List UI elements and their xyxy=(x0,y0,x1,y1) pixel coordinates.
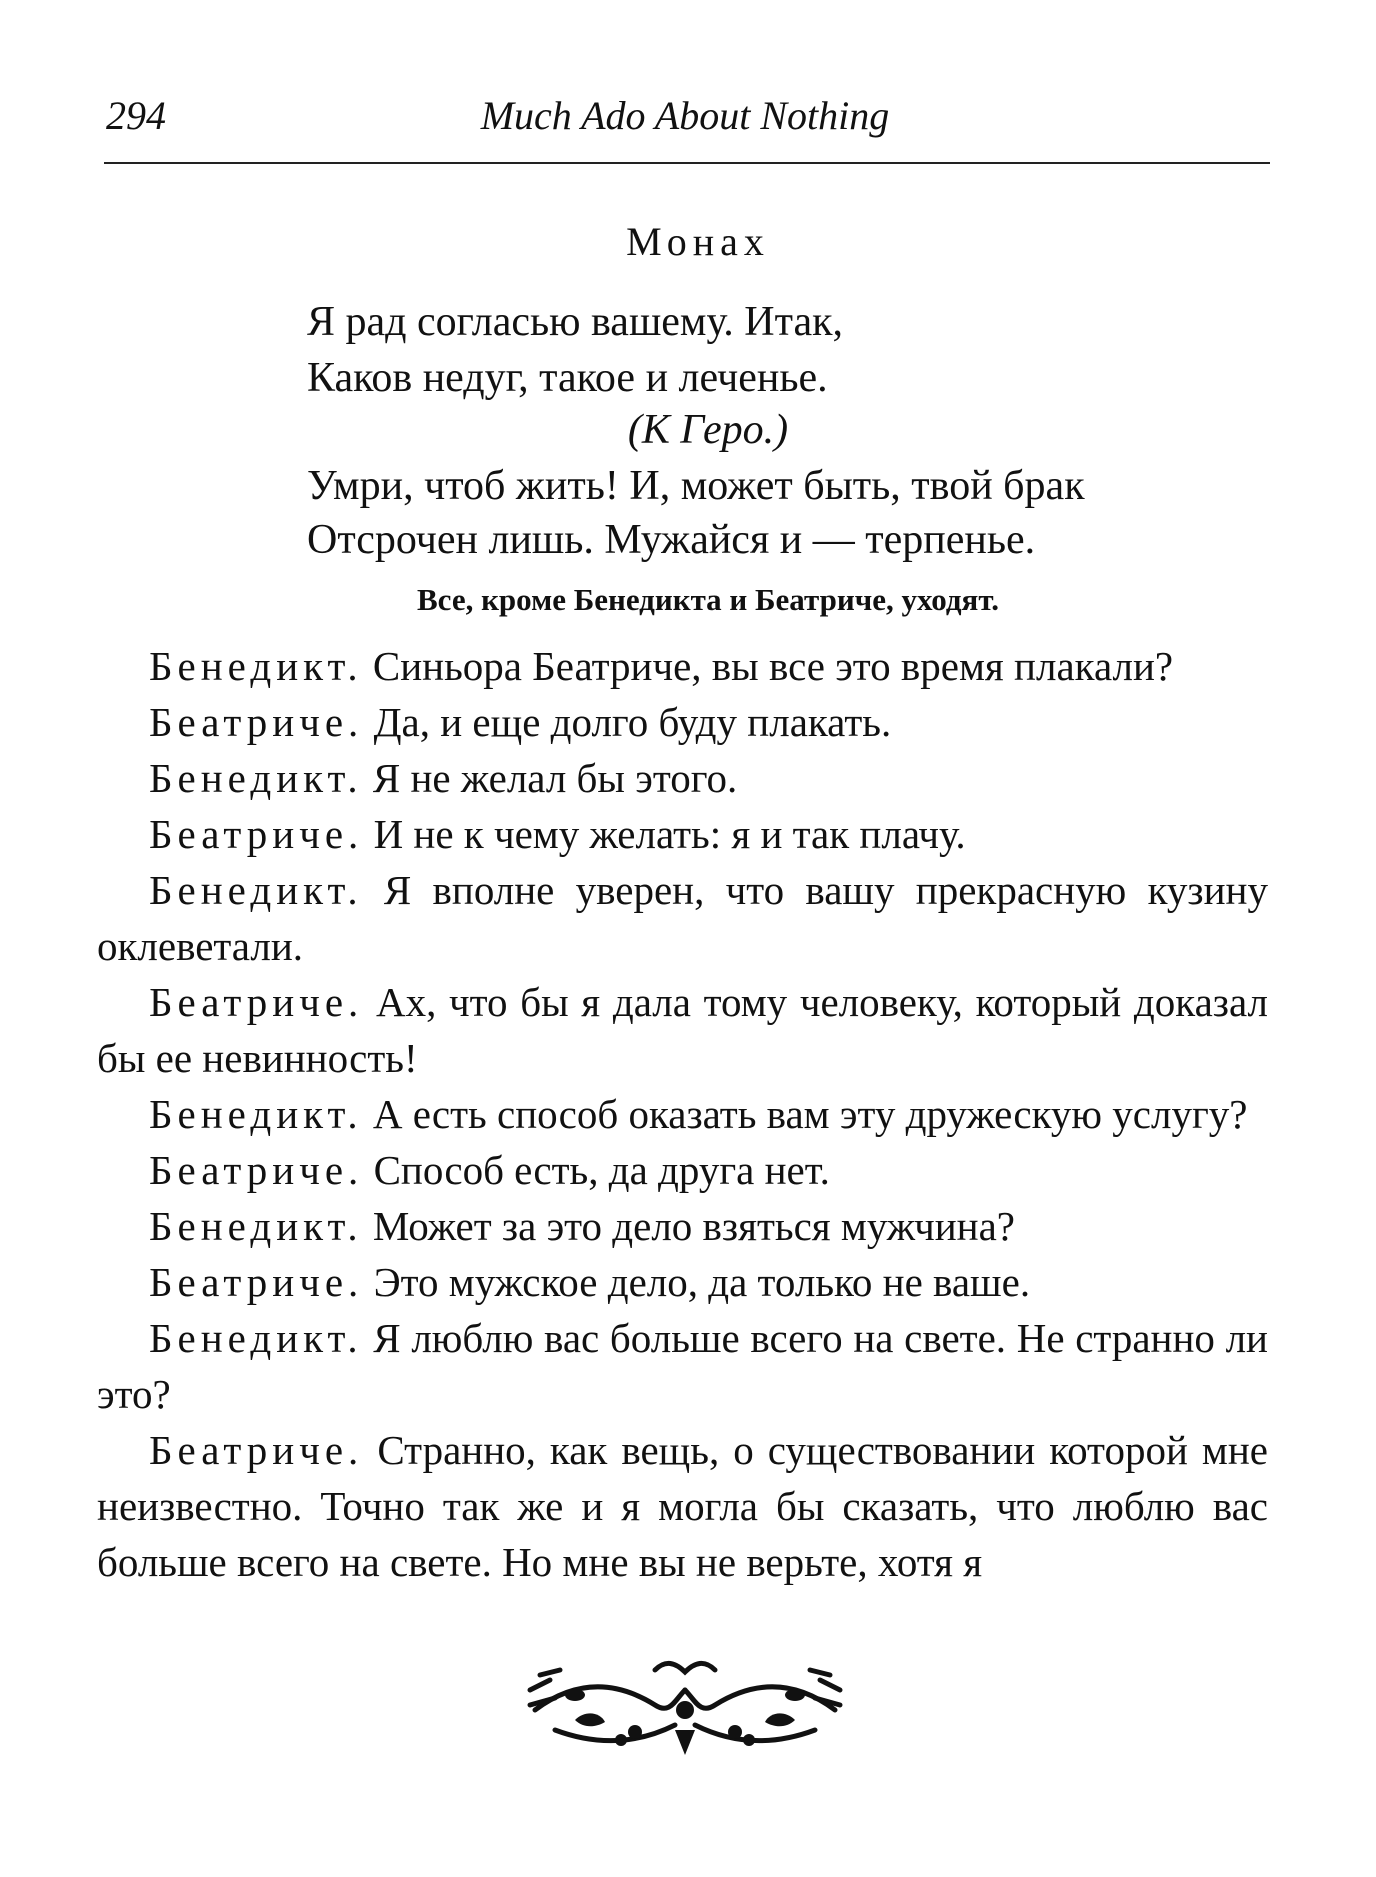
speech-text: Ах, что бы я дала тому человеку, который доказал бы ее невинность! xyxy=(97,979,1268,1081)
dialogue-line xyxy=(97,862,1268,974)
monk-speaker-heading: Монах xyxy=(626,219,770,264)
stage-direction: (К Геро.) xyxy=(627,407,789,453)
header-rule xyxy=(104,162,1270,164)
speaker-name: Бенедикт. xyxy=(149,1091,363,1137)
speaker-name: Беатриче. xyxy=(149,1259,364,1305)
speech-text: Может за это дело взяться мужчина? xyxy=(372,1203,1016,1249)
exit-stage-direction: Все, кроме Бенедикта и Беатриче, уходят. xyxy=(417,582,999,617)
speech-text: Это мужское дело, да только не ваше. xyxy=(373,1259,1031,1305)
speech-text: Синьора Беатриче, вы все это время плакали? xyxy=(372,643,1174,689)
dialogue-line xyxy=(97,638,1268,694)
speaker-name: Бенедикт. xyxy=(149,867,363,913)
speaker-name: Бенедикт. xyxy=(149,643,363,689)
speaker-name: Беатриче. xyxy=(149,699,364,745)
speech-text: Способ есть, да друга нет. xyxy=(373,1147,830,1193)
dialogue-line xyxy=(97,1086,1268,1142)
dialogue-line xyxy=(97,806,1268,862)
speech-text: Да, и еще долго буду плакать. xyxy=(373,699,892,745)
verse-line: Умри, чтоб жить! И, может быть, твой брак xyxy=(307,463,1085,509)
dialogue-line xyxy=(97,1422,1268,1590)
dialogue-line xyxy=(97,1198,1268,1254)
verse-line: Каков недуг, такое и леченье. xyxy=(307,355,828,401)
speaker-name: Бенедикт. xyxy=(149,755,363,801)
speech-text: Я не желал бы этого. xyxy=(372,755,738,801)
speech-text: А есть способ оказать вам эту дружескую услугу? xyxy=(372,1091,1248,1137)
speech-text: Я люблю вас больше всего на свете. Не странно ли это? xyxy=(97,1315,1269,1417)
dialogue-line xyxy=(97,1254,1268,1310)
speaker-name: Беатриче. xyxy=(149,1147,364,1193)
verse-line: Отсрочен лишь. Мужайся и — терпенье. xyxy=(307,517,1036,563)
page-number: 294 xyxy=(106,93,166,138)
speech-text: Я вполне уверен, что вашу прекрасную кузину оклеветали. xyxy=(97,867,1268,969)
running-head xyxy=(100,92,1270,152)
speaker-name: Бенедикт. xyxy=(149,1203,363,1249)
verse-line: Я рад согласью вашему. Итак, xyxy=(307,299,844,345)
dialogue-line xyxy=(97,1142,1268,1198)
dialogue-line xyxy=(97,1310,1268,1422)
speaker-name: Беатриче. xyxy=(149,811,364,857)
book-title: Much Ado About Nothing xyxy=(480,93,890,138)
dialogue-line xyxy=(97,974,1268,1086)
speech-text: Странно, как вещь, о существовании которой мне неизвестно. Точно так же и я могла бы сказать, что люблю вас больше всего на свете. Но мне вы не верьте, хотя я xyxy=(97,1427,1268,1585)
speaker-name: Беатриче. xyxy=(149,1427,364,1473)
dialogue-block xyxy=(97,638,1268,1590)
floral-ornament-icon xyxy=(515,1650,855,1760)
speech-text: И не к чему желать: я и так плачу. xyxy=(373,811,966,857)
dialogue-line xyxy=(97,694,1268,750)
speaker-name: Беатриче. xyxy=(149,979,364,1025)
speaker-name: Бенедикт. xyxy=(149,1315,363,1361)
dialogue-line xyxy=(97,750,1268,806)
